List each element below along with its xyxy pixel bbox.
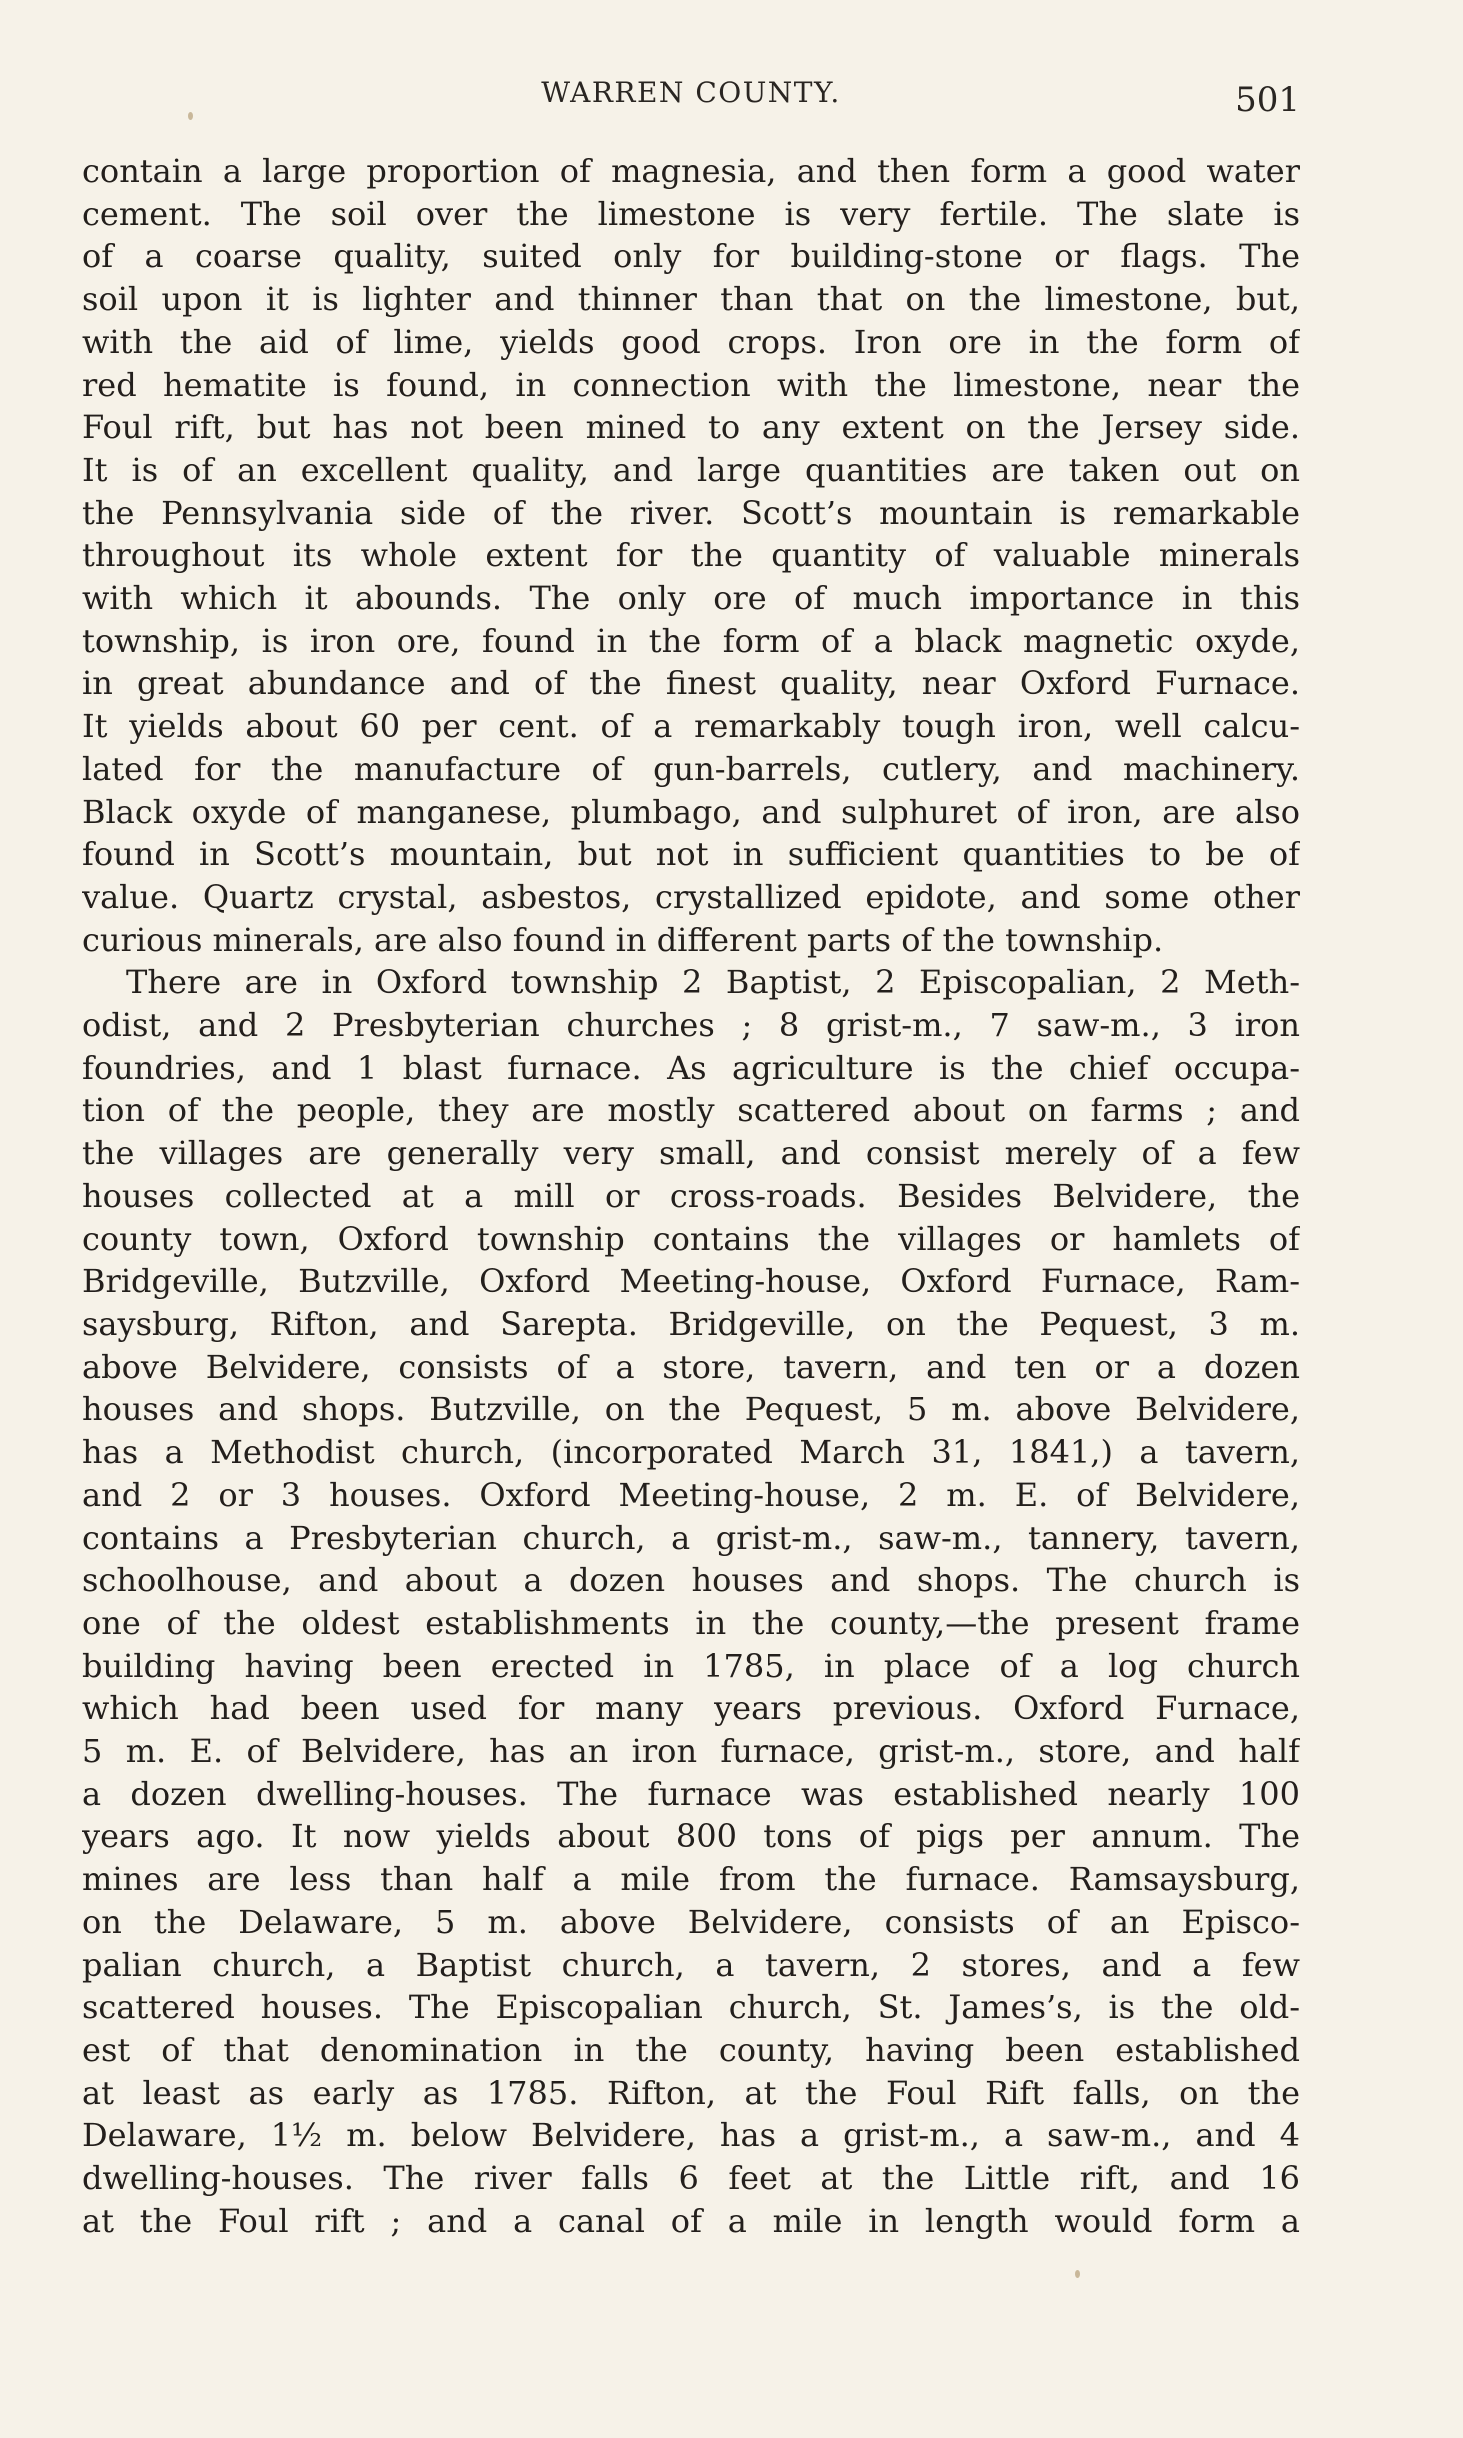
text-line: Foul rift, but has not been mined to any extent on the Jersey side. xyxy=(82,408,1300,447)
text-line: lated for the manufacture of gun-barrels, cutlery, and machinery. xyxy=(82,749,1300,788)
text-line: years ago. It now yields about 800 tons of pigs per annum. The xyxy=(82,1817,1300,1856)
text-line: Delaware, 1½ m. below Belvidere, has a grist-m., a saw-m., and 4 xyxy=(82,2116,1300,2155)
text-line: Bridgeville, Butzville, Oxford Meeting-house, Oxford Furnace, Ram- xyxy=(82,1262,1300,1301)
text-line: There are in Oxford township 2 Baptist, 2 Episcopalian, 2 Meth- xyxy=(126,963,1300,1002)
running-head: WARREN COUNTY. xyxy=(541,76,841,109)
text-line: with the aid of lime, yields good crops. Iron ore in the form of xyxy=(82,322,1300,361)
text-line: odist, and 2 Presbyterian churches ; 8 grist-m., 7 saw-m., 3 iron xyxy=(82,1006,1300,1045)
text-line: houses collected at a mill or cross-roads. Besides Belvidere, the xyxy=(82,1176,1300,1215)
text-line: with which it abounds. The only ore of much importance in this xyxy=(82,579,1300,618)
text-line: county town, Oxford township contains the villages or hamlets of xyxy=(82,1219,1300,1258)
text-line: at least as early as 1785. Rifton, at the Foul Rift falls, on the xyxy=(82,2073,1300,2112)
paragraph xyxy=(82,961,1300,2242)
text-line: contains a Presbyterian church, a grist-m., saw-m., tannery, tavern, xyxy=(82,1518,1300,1557)
text-line: houses and shops. Butzville, on the Pequest, 5 m. above Belvidere, xyxy=(82,1390,1300,1429)
body-text xyxy=(82,150,1300,2242)
text-line: the villages are generally very small, and consist merely of a few xyxy=(82,1134,1300,1173)
text-line: soil upon it is lighter and thinner than that on the limestone, but, xyxy=(82,280,1300,319)
text-line: and 2 or 3 houses. Oxford Meeting-house, 2 m. E. of Belvidere, xyxy=(82,1475,1300,1514)
text-line: contain a large proportion of magnesia, and then form a good water xyxy=(82,152,1300,190)
paragraph xyxy=(82,150,1300,961)
text-line: Black oxyde of manganese, plumbago, and sulphuret of iron, are also xyxy=(82,792,1300,831)
text-line: above Belvidere, consists of a store, tavern, and ten or a dozen xyxy=(82,1347,1300,1386)
text-line: red hematite is found, in connection with the limestone, near the xyxy=(82,365,1300,404)
text-line: schoolhouse, and about a dozen houses and shops. The church is xyxy=(82,1561,1300,1600)
text-line: foundries, and 1 blast furnace. As agriculture is the chief occupa- xyxy=(82,1048,1300,1087)
text-line: mines are less than half a mile from the furnace. Ramsaysburg, xyxy=(82,1860,1300,1899)
text-line: which had been used for many years previous. Oxford Furnace, xyxy=(82,1689,1300,1728)
text-line: It yields about 60 per cent. of a remarkably tough iron, well calcu- xyxy=(82,707,1300,746)
paper-speck xyxy=(1075,2270,1080,2278)
text-line: It is of an excellent quality, and large quantities are taken out on xyxy=(82,450,1300,489)
text-line: 5 m. E. of Belvidere, has an iron furnace, grist-m., store, and half xyxy=(82,1732,1300,1771)
text-line: has a Methodist church, (incorporated March 31, 1841,) a tavern, xyxy=(82,1433,1300,1472)
text-line: found in Scott’s mountain, but not in sufficient quantities to be of xyxy=(82,835,1300,874)
text-line: building having been erected in 1785, in place of a log church xyxy=(82,1646,1300,1685)
page-header xyxy=(82,70,1300,130)
text-line: a dozen dwelling-houses. The furnace was established nearly 100 xyxy=(82,1774,1300,1813)
text-line: curious minerals, are also found in different parts of the township. xyxy=(82,920,1164,959)
text-line: at the Foul rift ; and a canal of a mile in length would form a xyxy=(82,2201,1300,2240)
text-line: of a coarse quality, suited only for building-stone or flags. The xyxy=(82,237,1300,276)
paper-speck xyxy=(188,112,193,120)
text-line: in great abundance and of the finest quality, near Oxford Furnace. xyxy=(82,664,1300,703)
text-line: tion of the people, they are mostly scattered about on farms ; and xyxy=(82,1091,1300,1130)
text-line: on the Delaware, 5 m. above Belvidere, consists of an Episco- xyxy=(82,1902,1300,1941)
text-line: township, is iron ore, found in the form of a black magnetic oxyde, xyxy=(82,621,1300,660)
text-line: scattered houses. The Episcopalian church, St. James’s, is the old- xyxy=(82,1988,1300,2027)
text-line: saysburg, Rifton, and Sarepta. Bridgeville, on the Pequest, 3 m. xyxy=(82,1304,1300,1343)
page-number: 501 xyxy=(1235,80,1300,120)
text-line: palian church, a Baptist church, a tavern, 2 stores, and a few xyxy=(82,1945,1300,1984)
text-line: dwelling-houses. The river falls 6 feet at the Little rift, and 16 xyxy=(82,2159,1300,2198)
text-line: the Pennsylvania side of the river. Scott’s mountain is remarkable xyxy=(82,493,1300,532)
text-line: value. Quartz crystal, asbestos, crystallized epidote, and some other xyxy=(82,877,1300,916)
text-line: cement. The soil over the limestone is very fertile. The slate is xyxy=(82,194,1300,233)
text-line: throughout its whole extent for the quantity of valuable minerals xyxy=(82,536,1300,575)
text-line: one of the oldest establishments in the county,—the present frame xyxy=(82,1603,1300,1642)
text-line: est of that denomination in the county, having been established xyxy=(82,2030,1300,2069)
